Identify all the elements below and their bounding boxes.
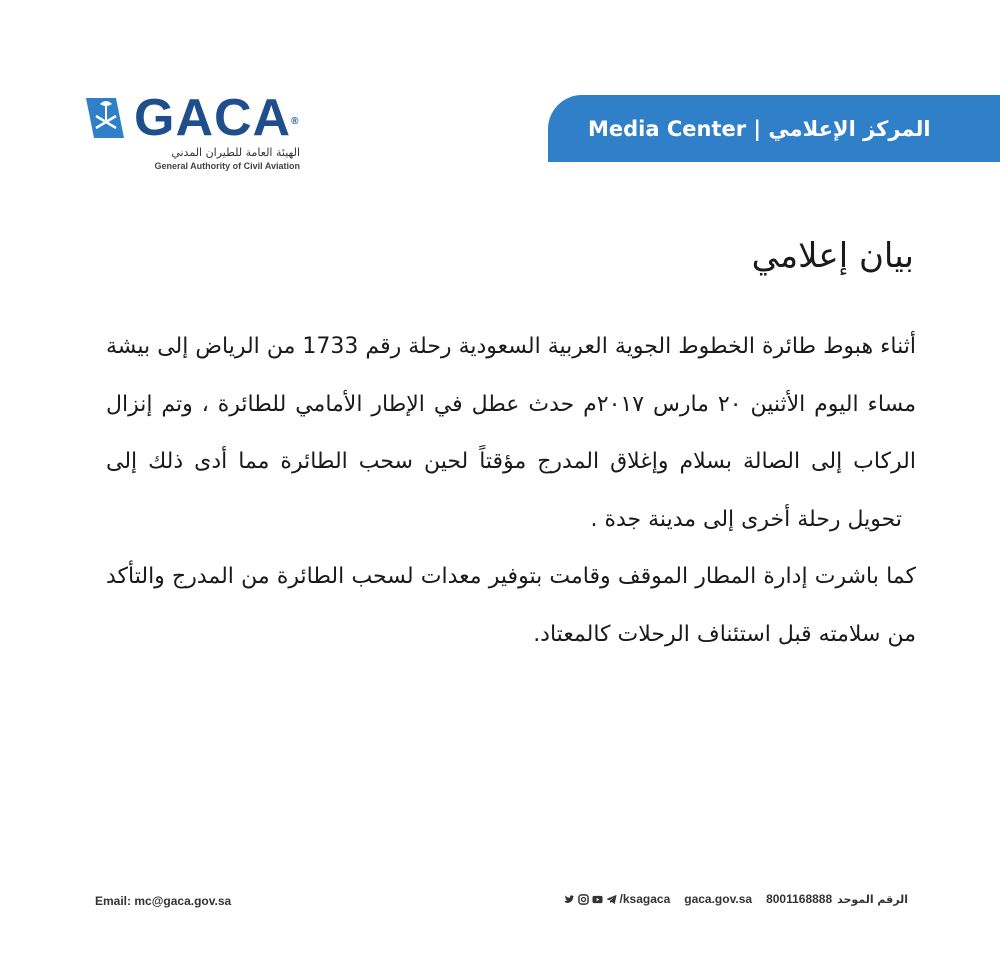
youtube-icon[interactable] (592, 894, 603, 905)
saudi-emblem-icon (86, 94, 138, 142)
statement-line: من سلامته قبل استئناف الرحلات كالمعتاد. (533, 621, 916, 647)
statement-line: كما باشرت إدارة المطار الموقف وقامت بتوفير معدات لسحب الطائرة من المدرج والتأكد (106, 564, 916, 589)
instagram-icon[interactable] (578, 894, 589, 905)
footer-contacts (564, 892, 908, 906)
footer-email[interactable]: Email: mc@gaca.gov.sa (95, 894, 232, 908)
social-icons (564, 894, 617, 905)
statement-line: أثناء هبوط طائرة الخطوط الجوية العربية السعودية رحلة رقم 1733 من الرياض إلى بيشة (106, 334, 916, 359)
footer-website[interactable]: gaca.gov.sa (684, 892, 753, 906)
statement-line: تحويل رحلة أخرى إلى مدينة جدة . (590, 506, 902, 532)
banner-title: Media Center | المركز الإعلامي (588, 116, 931, 141)
twitter-icon[interactable] (564, 894, 575, 905)
phone-number[interactable]: 8001168888 (766, 892, 833, 906)
logo-wordmark: GACA® (134, 89, 300, 147)
logo-arabic-name: الهيئة العامة للطيران المدني (171, 146, 300, 159)
social-handle[interactable]: /ksagaca (619, 892, 671, 906)
registered-mark: ® (291, 116, 300, 127)
statement-title: بيان إعلامي (751, 236, 914, 276)
phone-label: الرقم الموحد (837, 892, 908, 906)
statement-line: الركاب إلى الصالة بسلام وإغلاق المدرج مؤقتاً لحين سحب الطائرة مما أدى ذلك إلى (106, 449, 916, 474)
statement-line: مساء اليوم الأثنين ٢٠ مارس ٢٠١٧م حدث عطل في الإطار الأمامي للطائرة ، وتم إنزال (106, 391, 917, 417)
telegram-icon[interactable] (606, 894, 617, 905)
footer-phone (766, 892, 908, 906)
footer-social (564, 892, 671, 906)
logo-english-name: General Authority of Civil Aviation (154, 161, 300, 171)
statement-body (106, 318, 916, 663)
media-center-banner (548, 95, 1000, 162)
footer (0, 890, 1000, 918)
gaca-logo (86, 90, 316, 180)
